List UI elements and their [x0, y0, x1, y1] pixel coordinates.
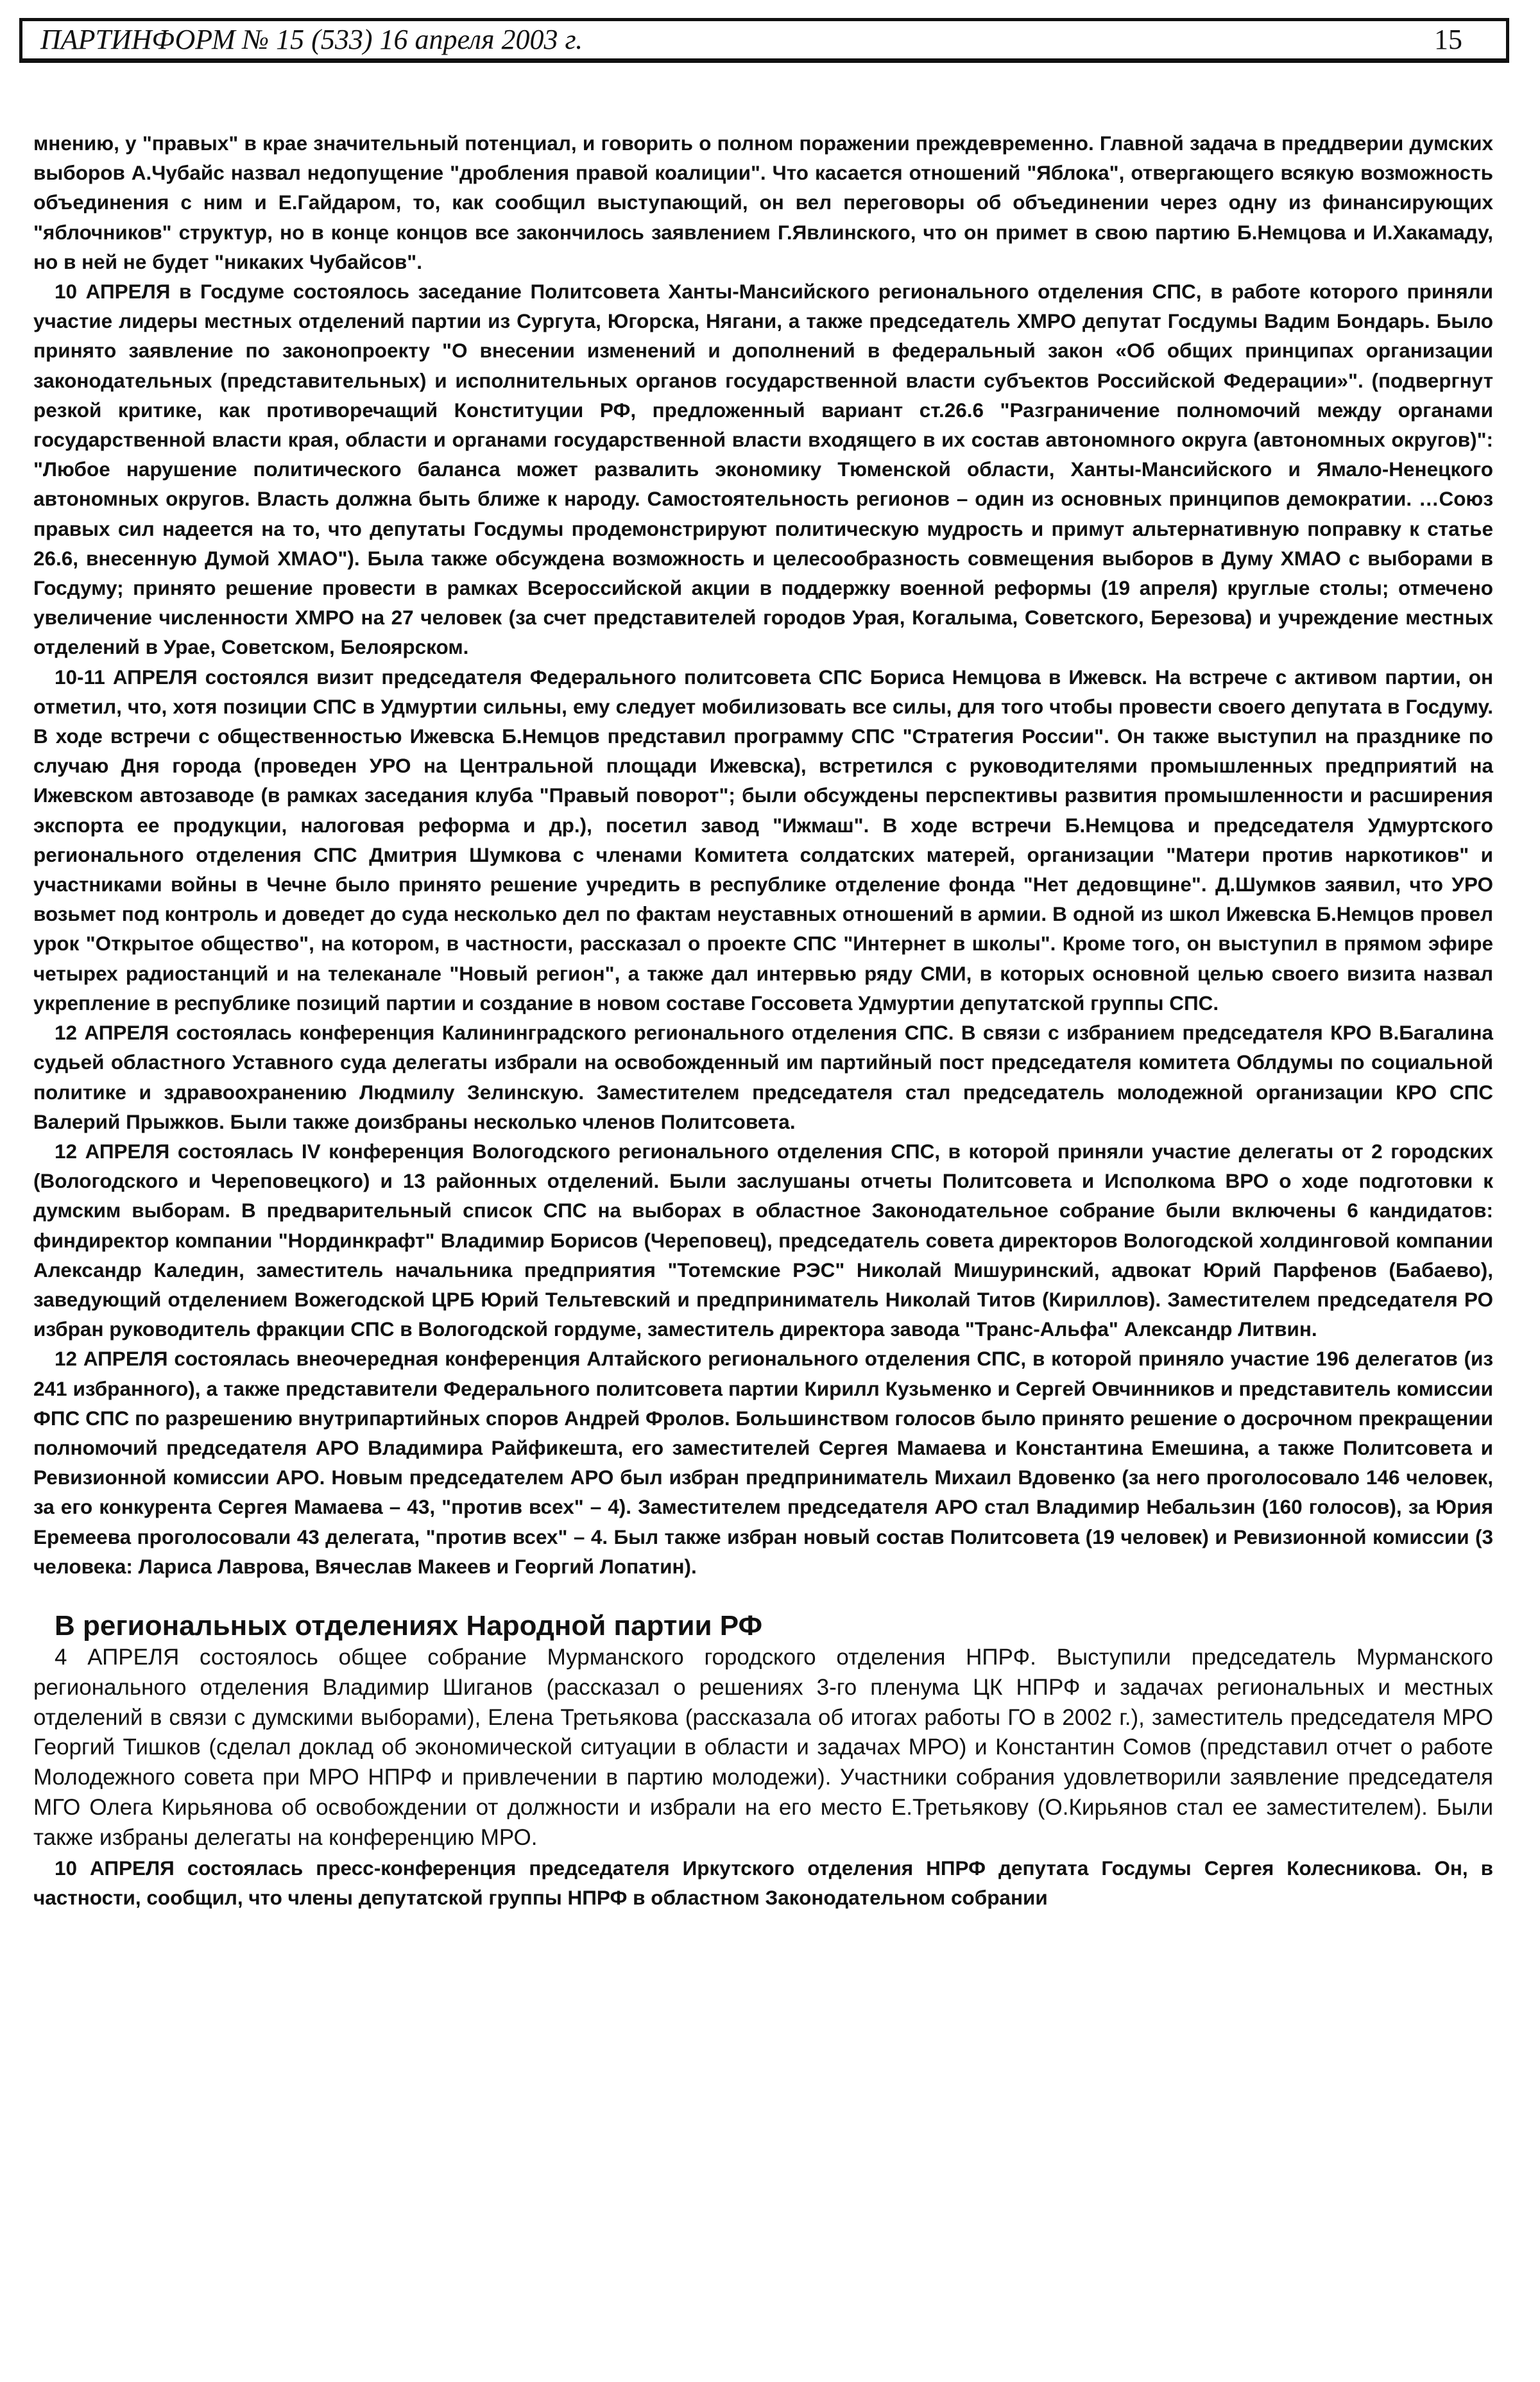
paragraph-continuation: мнению, у "правых" в крае значительный потенциал, и говорить о полном поражении преждевременно. Главной задача в преддверии думских выборов А.Чубайс назвал недопущение "дробления правой коалиции". Что касается отношений "Яблока", отвергающего всякую возможность объединения с ним и Е.Гайдаром, то, как сообщил выступающий, он вел переговоры об объединении через одну из финансирующих "яблочников" структур, но в конце концов все закончилось заявлением Г.Явлинского, что он примет в свою партию Б.Немцова и И.Хакамаду, но в ней не будет "никаких Чубайсов". — [33, 132, 1493, 273]
paragraph-izhevsk-visit: 10-11 АПРЕЛЯ состоялся визит председателя Федерального политсовета СПС Бориса Немцова в Ижевск. На встрече с активом партии, он отметил, что, хотя позиции СПС в Удмуртии сильны, ему следует мобилизовать все силы, для того чтобы провести своего депутата в Госдуму. В ходе встречи с общественностью Ижевска Б.Немцов представил программу СПС "Стратегия России". Он также выступил на празднике по случаю Дня города (проведен УРО на Центральной площади Ижевска), встретился с руководителями промышленных предприятий на Ижевском автозаводе (в рамках заседания клуба "Правый поворот"; были обсуждены перспективы развития промышленности и расширения экспорта ее продукции, налоговая реформа и др.), посетил завод "Ижмаш". В ходе встречи Б.Немцова и председателя Удмуртского регионального отделения СПС Дмитрия Шумкова с членами Комитета солдатских матерей, организации "Матери против наркотиков" и участниками войны в Чечне было принято решение учредить в республике отделение фонда "Нет дедовщине". Д.Шумков заявил, что УРО возьмет под контроль и доведет до суда несколько дел по фактам неуставных отношений в армии. В одной из школ Ижевска Б.Немцов провел урок "Открытое общество", на котором, в частности, рассказал о проекте СПС "Интернет в школы". Кроме того, он выступил в прямом эфире четырех радиостанций и на телеканале "Новый регион", а также дал интервью ряду СМИ, в которых основной целью своего визита назвал укрепление в республике позиций партии и создание в новом составе Госсовета Удмуртии депутатской группы СПС. — [33, 665, 1493, 1015]
paragraph-murmansk-text: состоялось общее собрание Мурманского городского отделения НПРФ. Выступили председатель Мурманского регионального отделения Владимир Шиганов (рассказал о решениях 3-го пленума ЦК НПРФ и задачах региональных и местных отделений в связи с думскими выборами), Елена Третьякова (рассказала об итогах работы ГО в 2002 г.), заместитель председателя МРО Георгий Тишков (сделал доклад об экономической ситуации в области и задачах МРО) и Константин Сомов (представил отчет о работе Молодежного совета при МРО НПРФ и привлечении в партию молодежи). Участники собрания удовлетворили заявление председателя МГО Олега Кирьянова об освобождении от должности и избрали на его место Е.Третьякову (О.Кирьянов стал ее заместителем). Были также избраны делегаты на конференцию МРО. — [33, 1644, 1493, 1850]
paragraph-khanty-mansiysk: 10 АПРЕЛЯ в Госдуме состоялось заседание Политсовета Ханты-Мансийского регионального отделения СПС, в работе которого приняли участие лидеры местных отделений партии из Сургута, Югорска, Нягани, а также председатель ХМРО депутат Госдумы Вадим Бондарь. Было принято заявление по законопроекту "О внесении изменений и дополнений в федеральный закон «Об общих принципах организации законодательных (представительных) и исполнительных органов государственной власти субъектов Российской Федерации»". (подвергнут резкой критике, как противоречащий Конституции РФ, предложенный вариант ст.26.6 "Разграничение полномочий между органами государственной власти края, области и органами государственной власти входящего в их состав автономного округа (автономных округов)": "Любое нарушение политического баланса может развалить экономику Тюменской области, Ханты-Мансийского и Ямало-Ненецкого автономных округов. Власть должна быть ближе к народу. Самостоятельность регионов – один из основных принципов демократии. …Союз правых сил надеется на то, что депутаты Госдумы продемонстрируют политическую мудрость и примут альтернативную поправку к статье 26.6, внесенную Думой ХМАО"). Была также обсуждена возможность и целесообразность совмещения выборов в Думу ХМАО с выборами в Госдуму; принято решение провести в рамках Всероссийской акции в поддержку военной реформы (19 апреля) круглые столы; отмечено увеличение численности ХМРО на 27 человек (за счет представителей городов Урая, Когалыма, Советского, Березова) и учреждение местных отделений в Урае, Советском, Белоярском. — [33, 280, 1493, 659]
paragraph-murmansk — [33, 1643, 1493, 1853]
page-header — [19, 18, 1509, 63]
article-body — [33, 128, 1493, 1912]
paragraph-altai: 12 АПРЕЛЯ состоялась внеочередная конференция Алтайского регионального отделения СПС, в которой приняло участие 196 делегатов (из 241 избранного), а также представители Федерального политсовета партии Кирилл Кузьменко и Сергей Овчинников и представитель комиссии ФПС СПС по разрешению внутрипартийных споров Андрей Фролов. Большинством голосов было принято решение о досрочном прекращении полномочий председателя АРО Владимира Райфикешта, его заместителей Сергея Мамаева и Константина Емешина, а также Политсовета и Ревизионной комиссии АРО. Новым председателем АРО был избран предприниматель Михаил Вдовенко (за него проголосовало 146 человек, за его конкурента Сергея Мамаева – 43, "против всех" – 4). Заместителем председателя АРО стал Владимир Небальзин (160 голосов), за Юрия Еремеева проголосовали 43 делегата, "против всех" – 4. Был также избран новый состав Политсовета (19 человек) и Ревизионной комиссии (3 человека: Лариса Лаврова, Вячеслав Макеев и Георгий Лопатин). — [33, 1347, 1493, 1578]
publication-title: ПАРТИНФОРМ № 15 (533) 16 апреля 2003 г. — [40, 24, 583, 55]
paragraph-vologda: 12 АПРЕЛЯ состоялась IV конференция Вологодского регионального отделения СПС, в которой приняли участие делегаты от 2 городских (Вологодского и Череповецкого) и 13 районных отделений. Были заслушаны отчеты Политсовета и Исполкома ВРО о ходе подготовки к думским выборам. В предварительный список СПС на выборах в областное Законодательное собрание были включены 6 кандидатов: финдиректор компании "Нординкрафт" Владимир Борисов (Череповец), председатель совета директоров Вологодской холдинговой компании Александр Каледин, заместитель начальника предприятия "Тотемские РЭС" Николай Мишуринский, адвокат Юрий Парфенов (Бабаево), заведующий отделением Вожегодской ЦРБ Юрий Тельтевский и предприниматель Николай Титов (Кириллов). Заместителем председателя РО избран руководитель фракции СПС в Вологодской гордуме, заместитель директора завода "Транс-Альфа" Александр Литвин. — [33, 1139, 1493, 1341]
paragraph-murmansk-date: 4 АПРЕЛЯ — [55, 1644, 180, 1670]
paragraph-kaliningrad: 12 АПРЕЛЯ состоялась конференция Калининградского регионального отделения СПС. В связи с избранием председателя КРО В.Багалина судьей областного Уставного суда делегаты избрали на освобожденный им партийный пост председателя комитета Облдумы по социальной политике и здравоохранению Людмилу Зелинскую. Заместителем председателя стал председатель молодежной организации КРО СПС Валерий Прыжков. Были также доизбраны несколько членов Политсовета. — [33, 1021, 1493, 1133]
section-heading: В региональных отделениях Народной партии РФ — [55, 1609, 763, 1641]
paragraph-irkutsk: 10 АПРЕЛЯ состоялась пресс-конференция председателя Иркутского отделения НПРФ депутата Госдумы Сергея Колесникова. Он, в частности, сообщил, что члены депутатской группы НПРФ в областном Законодательном собрании — [33, 1856, 1493, 1909]
page-number: 15 — [1434, 24, 1462, 55]
